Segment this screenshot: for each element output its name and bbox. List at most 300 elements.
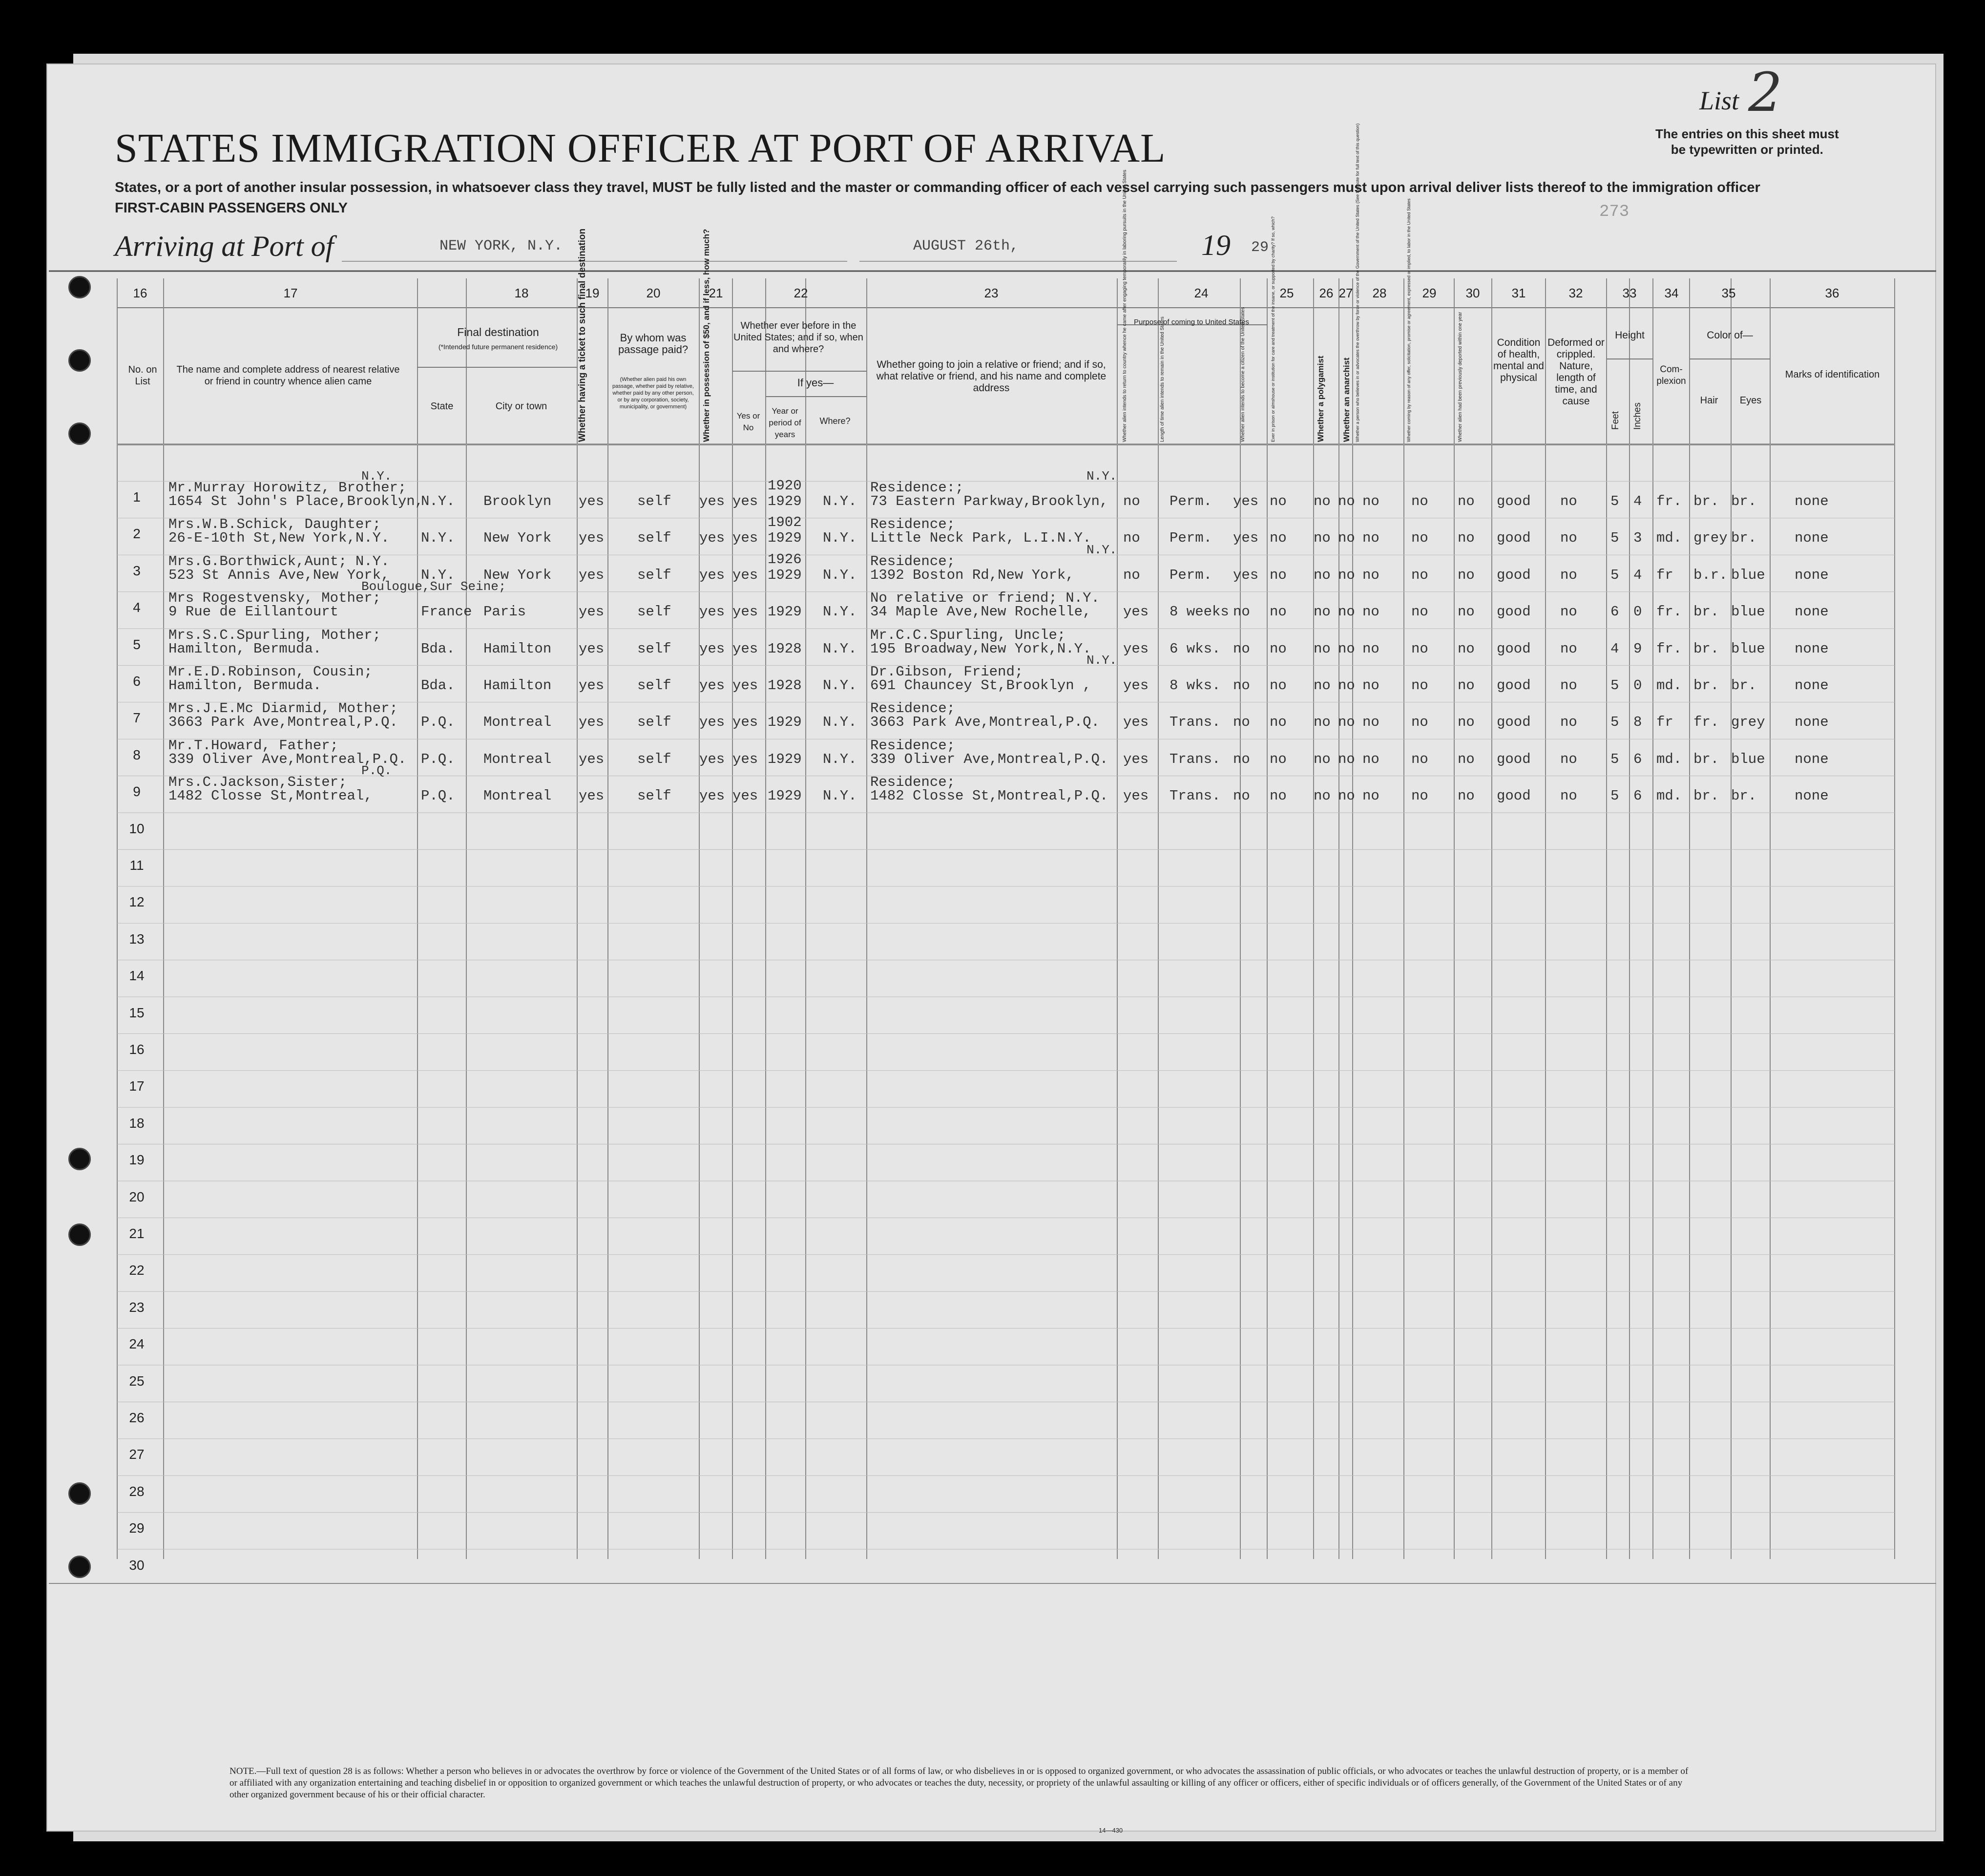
column-number: 16 <box>133 286 147 300</box>
fifty-dollars-value: yes <box>699 640 725 657</box>
return-intent: yes <box>1123 640 1149 657</box>
year-suffix: 29 <box>1251 239 1269 256</box>
header-where: Where? <box>819 416 851 426</box>
row-number: 6 <box>133 674 141 689</box>
polygamist-value: no <box>1314 640 1331 657</box>
row-number: 9 <box>133 784 141 800</box>
relative-name: Mr.E.D.Robinson, Cousin; <box>168 664 373 680</box>
eyes-value: grey <box>1731 714 1765 731</box>
polygamist-value: no <box>1314 677 1331 694</box>
prison-value: no <box>1270 677 1287 694</box>
citizen-intent: yes <box>1233 567 1259 583</box>
join-relative-name: Residence; <box>870 700 956 717</box>
overthrow-value: no <box>1362 530 1379 547</box>
deformed-value: no <box>1560 604 1577 620</box>
join-relative-name: Residence; <box>870 553 956 569</box>
passage-paid-value: self <box>637 567 671 583</box>
header-color-of: Color of— <box>1707 330 1753 341</box>
year-last: 1929 <box>768 788 802 804</box>
ever-before-value: yes <box>732 677 758 694</box>
join-relative-name: Dr.Gibson, Friend; <box>870 664 1024 680</box>
complexion-value: md. <box>1656 530 1682 547</box>
destination-state: France <box>421 604 472 620</box>
deformed-value: no <box>1560 640 1577 657</box>
join-relative-name: Residence:; <box>870 480 964 496</box>
anarchist-value: no <box>1338 604 1355 620</box>
health-value: good <box>1497 751 1531 767</box>
punch-hole-icon <box>68 422 91 445</box>
labor-offer-value: no <box>1411 714 1428 731</box>
ever-before-value: yes <box>732 567 758 583</box>
overthrow-value: no <box>1362 677 1379 694</box>
deformed-value: no <box>1560 751 1577 767</box>
deformed-value: no <box>1560 714 1577 731</box>
citizen-intent: no <box>1233 714 1250 731</box>
header-inches: Inches <box>1632 402 1643 430</box>
inches-value: 4 <box>1633 493 1642 509</box>
length-of-stay: Trans. <box>1170 788 1221 804</box>
hair-value: b.r. <box>1693 567 1728 583</box>
row-number: 14 <box>129 968 145 984</box>
passage-paid-value: self <box>637 493 671 509</box>
citizen-intent: no <box>1233 751 1250 767</box>
deported-value: no <box>1458 751 1475 767</box>
length-of-stay: Perm. <box>1170 493 1212 509</box>
column-number: 19 <box>585 286 600 300</box>
anarchist-value: no <box>1338 751 1355 767</box>
column-number: 36 <box>1825 286 1839 300</box>
header-marks: Marks of identification <box>1785 369 1880 380</box>
port-value: NEW YORK, N.Y. <box>439 238 563 254</box>
return-intent: yes <box>1123 788 1149 804</box>
row-number: 4 <box>133 600 141 615</box>
column-number: 24 <box>1194 286 1209 300</box>
deported-value: no <box>1458 640 1475 657</box>
year-last: 1928 <box>768 677 802 694</box>
join-relative-name: No relative or friend; N.Y. <box>870 590 1100 607</box>
header-year-period: Year or period of years <box>769 406 801 439</box>
header-final-destination: Final destination <box>457 326 539 338</box>
ever-before-value: yes <box>732 788 758 804</box>
marks-value: none <box>1795 751 1829 767</box>
row-number: 2 <box>133 526 141 542</box>
join-relative-address: 1482 Closse St,Montreal,P.Q. <box>870 788 1108 804</box>
inches-value: 0 <box>1633 677 1642 694</box>
header-no-on-list: No. on List <box>128 364 157 387</box>
row-number: 16 <box>129 1042 145 1057</box>
ticket-value: yes <box>579 751 605 767</box>
marks-value: none <box>1795 640 1829 657</box>
row-number: 24 <box>129 1336 145 1352</box>
destination-state: N.Y. <box>421 567 455 583</box>
list-label: List <box>1699 86 1739 115</box>
destination-city: New York <box>483 567 552 583</box>
passage-paid-value: self <box>637 751 671 767</box>
labor-offer-value: no <box>1411 604 1428 620</box>
labor-offer-value: no <box>1411 493 1428 509</box>
inches-value: 0 <box>1633 604 1642 620</box>
marks-value: none <box>1795 530 1829 547</box>
fifty-dollars-value: yes <box>699 788 725 804</box>
relative-name: Mr.Murray Horowitz, Brother; <box>168 480 407 496</box>
join-relative-state: N.Y. <box>1087 469 1117 484</box>
list-number: 2 <box>1748 61 1782 124</box>
deported-value: no <box>1458 677 1475 694</box>
relative-name: Mrs.S.C.Spurling, Mother; <box>168 627 381 643</box>
anarchist-value: no <box>1338 640 1355 657</box>
citizen-intent: no <box>1233 640 1250 657</box>
deformed-value: no <box>1560 530 1577 547</box>
year-first: 1926 <box>768 551 802 568</box>
header-if-yes: If yes— <box>797 377 834 389</box>
header-anarchist: Whether an anarchist <box>1342 358 1351 442</box>
destination-city: Montreal <box>483 714 552 731</box>
join-relative-address: 195 Broadway,New York,N.Y. <box>870 640 1091 657</box>
header-yes-no: Yes or No <box>736 411 760 432</box>
destination-state: N.Y. <box>421 530 455 547</box>
fifty-dollars-value: yes <box>699 567 725 583</box>
overthrow-value: no <box>1362 567 1379 583</box>
hair-value: br. <box>1693 788 1719 804</box>
hair-value: br. <box>1693 677 1719 694</box>
relative-address: Hamilton, Bermuda. <box>168 677 322 694</box>
labor-offer-value: no <box>1411 640 1428 657</box>
class-note: FIRST-CABIN PASSENGERS ONLY <box>115 200 348 216</box>
where-value: N.Y. <box>823 751 857 767</box>
anarchist-value: no <box>1338 788 1355 804</box>
deported-value: no <box>1458 604 1475 620</box>
length-of-stay: 8 wks. <box>1170 677 1221 694</box>
punch-hole-icon <box>68 1223 91 1246</box>
eyes-value: br. <box>1731 788 1757 804</box>
row-number: 12 <box>129 894 145 910</box>
entries-note-line: The entries on this sheet must <box>1655 126 1839 141</box>
ticket-value: yes <box>579 567 605 583</box>
fifty-dollars-value: yes <box>699 530 725 547</box>
row-number: 22 <box>129 1263 145 1278</box>
deported-value: no <box>1458 567 1475 583</box>
prison-value: no <box>1270 530 1287 547</box>
year-last: 1929 <box>768 751 802 767</box>
ticket-value: yes <box>579 788 605 804</box>
polygamist-value: no <box>1314 751 1331 767</box>
hair-value: br. <box>1693 640 1719 657</box>
ticket-value: yes <box>579 530 605 547</box>
return-intent: yes <box>1123 677 1149 694</box>
join-relative-name: Residence; <box>870 516 956 533</box>
where-value: N.Y. <box>823 677 857 694</box>
health-value: good <box>1497 567 1531 583</box>
hair-value: br. <box>1693 493 1719 509</box>
instruction-text: States, or a port of another insular possession, in whatsoever class they travel, MUST be fully listed and the master or commanding officer of each vessel carrying such passengers must upon arrival deliver lists thereof to the immigration officer <box>115 180 1760 195</box>
inches-value: 9 <box>1633 640 1642 657</box>
header-city: City or town <box>495 401 547 412</box>
ticket-value: yes <box>579 604 605 620</box>
year-first: 1902 <box>768 514 802 531</box>
prison-value: no <box>1270 788 1287 804</box>
join-relative-address: Little Neck Park, L.I.N.Y. <box>870 530 1091 547</box>
row-number: 19 <box>129 1152 145 1168</box>
where-value: N.Y. <box>823 714 857 731</box>
column-number: 32 <box>1568 286 1583 300</box>
header-polygamist: Whether a polygamist <box>1316 356 1325 442</box>
feet-value: 5 <box>1610 677 1619 694</box>
destination-state: P.Q. <box>421 714 455 731</box>
row-number: 3 <box>133 563 141 578</box>
destination-state: P.Q. <box>421 751 455 767</box>
row-number: 1 <box>133 489 141 505</box>
inches-value: 6 <box>1633 751 1642 767</box>
inches-value: 6 <box>1633 788 1642 804</box>
header-final-destination-sub: (*Intended future permanent residence) <box>438 343 558 351</box>
citizen-intent: no <box>1233 788 1250 804</box>
deported-value: no <box>1458 788 1475 804</box>
destination-state: P.Q. <box>421 788 455 804</box>
return-intent: yes <box>1123 751 1149 767</box>
return-intent: no <box>1123 530 1140 547</box>
health-value: good <box>1497 677 1531 694</box>
return-intent: yes <box>1123 714 1149 731</box>
marks-value: none <box>1795 604 1829 620</box>
column-number: 25 <box>1279 286 1294 300</box>
join-relative-name: Residence; <box>870 774 956 791</box>
marks-value: none <box>1795 788 1829 804</box>
feet-value: 5 <box>1610 788 1619 804</box>
join-relative-address: 34 Maple Ave,New Rochelle, <box>870 604 1091 620</box>
row-number: 10 <box>129 821 145 836</box>
relative-name: Mrs.C.Jackson,Sister; <box>168 774 347 791</box>
overthrow-value: no <box>1362 788 1379 804</box>
overthrow-value: no <box>1362 640 1379 657</box>
join-relative-name: Mr.C.C.Spurling, Uncle; <box>870 627 1066 643</box>
row-number: 13 <box>129 931 145 947</box>
hair-value: br. <box>1693 604 1719 620</box>
labor-offer-value: no <box>1411 530 1428 547</box>
overthrow-value: no <box>1362 714 1379 731</box>
ever-before-value: yes <box>732 530 758 547</box>
year-last: 1929 <box>768 567 802 583</box>
join-relative-address: 691 Chauncey St,Brooklyn , <box>870 677 1091 694</box>
feet-value: 5 <box>1610 751 1619 767</box>
eyes-value: br. <box>1731 493 1757 509</box>
anarchist-value: no <box>1338 530 1355 547</box>
entries-note <box>1655 126 1839 157</box>
where-value: N.Y. <box>823 640 857 657</box>
destination-city: Montreal <box>483 788 552 804</box>
column-number: 27 <box>1338 286 1353 300</box>
join-relative-state: N.Y. <box>1087 542 1117 557</box>
ticket-value: yes <box>579 493 605 509</box>
health-value: good <box>1497 493 1531 509</box>
stamp-number: 273 <box>1599 203 1630 221</box>
eyes-value: blue <box>1731 567 1765 583</box>
labor-offer-value: no <box>1411 677 1428 694</box>
polygamist-value: no <box>1314 714 1331 731</box>
feet-value: 6 <box>1610 604 1619 620</box>
row-number: 25 <box>129 1373 145 1389</box>
entries-note-line: be typewritten or printed. <box>1671 142 1823 157</box>
header-eyes: Eyes <box>1739 395 1762 406</box>
complexion-value: md. <box>1656 751 1682 767</box>
feet-value: 5 <box>1610 530 1619 547</box>
row-number: 11 <box>129 858 144 873</box>
hair-value: fr. <box>1693 714 1719 731</box>
prison-value: no <box>1270 640 1287 657</box>
length-of-stay: Perm. <box>1170 567 1212 583</box>
deported-value: no <box>1458 714 1475 731</box>
overthrow-value: no <box>1362 493 1379 509</box>
row-number: 15 <box>129 1005 145 1020</box>
join-relative-address: 339 Oliver Ave,Montreal,P.Q. <box>870 751 1108 767</box>
ever-before-value: yes <box>732 714 758 731</box>
punch-hole-icon <box>68 276 91 298</box>
punch-hole-icon <box>68 349 91 372</box>
ever-before-value: yes <box>732 604 758 620</box>
row-number: 21 <box>129 1226 145 1241</box>
relative-name: Mrs.W.B.Schick, Daughter; <box>168 516 381 533</box>
row-number: 17 <box>129 1078 145 1094</box>
anarchist-value: no <box>1338 677 1355 694</box>
deformed-value: no <box>1560 677 1577 694</box>
relative-address: 3663 Park Ave,Montreal,P.Q. <box>168 714 398 731</box>
row-number: 28 <box>129 1483 145 1499</box>
marks-value: none <box>1795 567 1829 583</box>
feet-value: 4 <box>1610 640 1619 657</box>
complexion-value: md. <box>1656 788 1682 804</box>
destination-city: Hamilton <box>483 677 552 694</box>
year-last: 1929 <box>768 493 802 509</box>
row-number: 26 <box>129 1410 145 1425</box>
footnote: NOTE.—Full text of question 28 is as follows: Whether a person who believes in or advocates the overthrow by force or violence of the Government of the United States or of all forms of law, or who disbelieves in or is opposed to organized government, or who advocates the assassination of public officials, or who advocates or teaches the unlawful destruction of property, or is a member of or affiliated with any organization entertaining and teaching disbelief in or opposition to organized government or which teaches the unlawful destruction of property, or who advocates or teaches the duty, necessity, or propriety of the unlawful assaulting or killing of any officer or officers, either of specific individuals or of officers generally, of the Government of the United States or of any other organized government because of his or their official character. <box>230 1766 1689 1800</box>
destination-city: Montreal <box>483 751 552 767</box>
eyes-value: blue <box>1731 751 1765 767</box>
complexion-value: fr <box>1656 714 1673 731</box>
polygamist-value: no <box>1314 567 1331 583</box>
year-last: 1928 <box>768 640 802 657</box>
marks-value: none <box>1795 493 1829 509</box>
where-value: N.Y. <box>823 530 857 547</box>
row-number: 18 <box>129 1115 145 1131</box>
year-prefix: 19 <box>1201 229 1231 261</box>
header-prison: Ever in prison or almshouse or institution for care and treatment of the insane, or supported by charity? If so, which? <box>1271 216 1275 442</box>
eyes-value: br. <box>1731 677 1757 694</box>
header-state: State <box>430 401 454 412</box>
health-value: good <box>1497 604 1531 620</box>
column-number: 28 <box>1372 286 1387 300</box>
header-labor-offer: Whether coming by reason of any offer, solicitation, promise or agreement, expressed or implied, to labor in the United States <box>1406 198 1411 442</box>
header-deported: Whether alien had been previously deported within one year <box>1458 312 1463 442</box>
ticket-value: yes <box>579 640 605 657</box>
relative-state: P.Q. <box>361 763 392 779</box>
page-title: STATES IMMIGRATION OFFICER AT PORT OF ARRIVAL <box>115 126 1166 171</box>
overthrow-value: no <box>1362 604 1379 620</box>
complexion-value: fr. <box>1656 640 1682 657</box>
where-value: N.Y. <box>823 604 857 620</box>
ever-before-value: yes <box>732 640 758 657</box>
labor-offer-value: no <box>1411 567 1428 583</box>
row-number: 23 <box>129 1299 145 1315</box>
destination-city: Brooklyn <box>483 493 552 509</box>
header-passage-paid: By whom was passage paid? <box>618 332 689 356</box>
prison-value: no <box>1270 493 1287 509</box>
relative-address: 1482 Closse St,Montreal, <box>168 788 373 804</box>
column-number: 21 <box>709 286 723 300</box>
header-passage-paid-sub: (Whether alien paid his own passage, whether paid by relative, whether paid by any other person, or by any corporation, society, municipality, or government) <box>612 377 694 410</box>
where-value: N.Y. <box>823 788 857 804</box>
relative-name: Mrs Rogestvensky, Mother; <box>168 590 381 607</box>
eyes-value: blue <box>1731 640 1765 657</box>
fifty-dollars-value: yes <box>699 604 725 620</box>
destination-city: Hamilton <box>483 640 552 657</box>
punch-hole-icon <box>68 1148 91 1170</box>
row-number: 20 <box>129 1189 145 1204</box>
column-number: 31 <box>1511 286 1526 300</box>
row-number: 8 <box>133 747 141 762</box>
destination-city: New York <box>483 530 552 547</box>
row-number: 27 <box>129 1447 145 1462</box>
join-relative-address: 73 Eastern Parkway,Brooklyn, <box>870 493 1108 509</box>
complexion-value: fr. <box>1656 604 1682 620</box>
citizen-intent: yes <box>1233 530 1259 547</box>
row-number: 30 <box>129 1557 145 1573</box>
destination-state: Bda. <box>421 640 455 657</box>
relative-address: 523 St Annis Ave,New York, <box>168 567 390 583</box>
deformed-value: no <box>1560 788 1577 804</box>
deformed-value: no <box>1560 567 1577 583</box>
deported-value: no <box>1458 530 1475 547</box>
passage-paid-value: self <box>637 677 671 694</box>
form-code: 14—430 <box>1099 1827 1123 1834</box>
header-ever-before: Whether ever before in the United States; and if so, when and where? <box>733 320 863 355</box>
anarchist-value: no <box>1338 493 1355 509</box>
deported-value: no <box>1458 493 1475 509</box>
column-number: 20 <box>646 286 661 300</box>
arriving-label: Arriving at Port of <box>115 230 334 262</box>
citizen-intent: yes <box>1233 493 1259 509</box>
header-fifty-dollars: Whether in possession of $50, and if less, how much? <box>702 229 711 442</box>
header-complexion: Com-plexion <box>1656 364 1686 386</box>
marks-value: none <box>1795 714 1829 731</box>
fifty-dollars-value: yes <box>699 493 725 509</box>
year-first: 1920 <box>768 478 802 494</box>
health-value: good <box>1497 530 1531 547</box>
anarchist-value: no <box>1338 567 1355 583</box>
column-number: 30 <box>1465 286 1480 300</box>
eyes-value: blue <box>1731 604 1765 620</box>
feet-value: 5 <box>1610 714 1619 731</box>
length-of-stay: 6 wks. <box>1170 640 1221 657</box>
passage-paid-value: self <box>637 530 671 547</box>
header-overthrow: Whether a person who believes in or advocates the overthrow by force or violence of the Government of the United States (See footnote for full text of this question) <box>1355 123 1360 442</box>
health-value: good <box>1497 714 1531 731</box>
punch-hole-icon <box>68 1556 91 1578</box>
health-value: good <box>1497 640 1531 657</box>
row-number: 7 <box>133 710 141 726</box>
length-of-stay: Trans. <box>1170 714 1221 731</box>
fifty-dollars-value: yes <box>699 714 725 731</box>
health-value: good <box>1497 788 1531 804</box>
marks-value: none <box>1795 677 1829 694</box>
column-number: 34 <box>1664 286 1679 300</box>
relative-state: N.Y. <box>361 469 392 484</box>
inches-value: 8 <box>1633 714 1642 731</box>
eyes-value: br. <box>1731 530 1757 547</box>
return-intent: yes <box>1123 604 1149 620</box>
relative-name: Mrs.G.Borthwick,Aunt; N.Y. <box>168 553 390 569</box>
header-purpose-a: Whether alien intends to return to country whence he came after engaging temporarily in laboring pursuits in the United States <box>1122 169 1128 442</box>
column-number: 18 <box>514 286 529 300</box>
citizen-intent: no <box>1233 604 1250 620</box>
